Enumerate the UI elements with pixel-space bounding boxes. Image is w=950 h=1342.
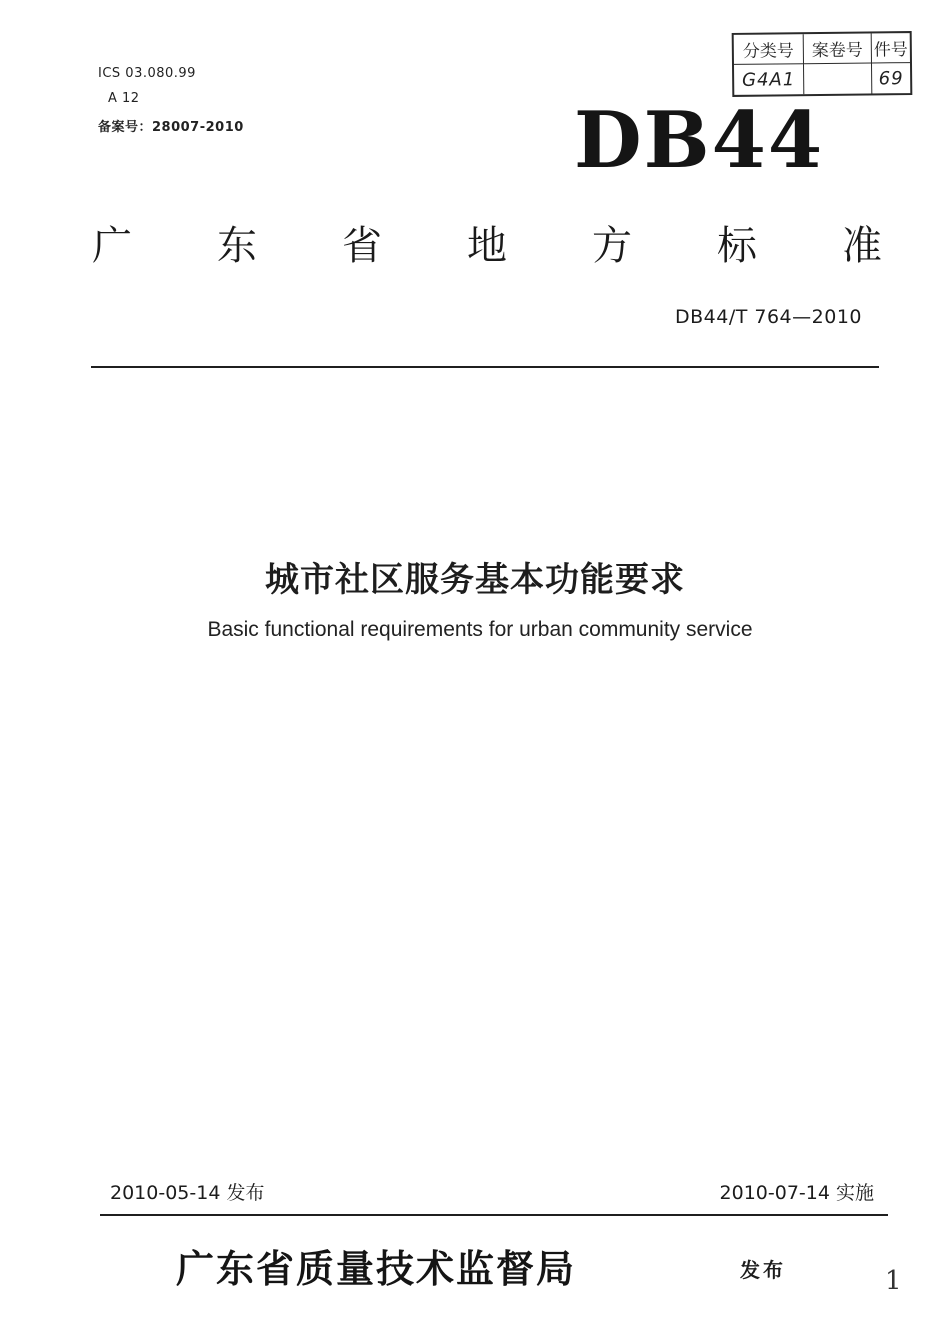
document-title-chinese: 城市社区服务基本功能要求 [265, 560, 685, 600]
stamp-header-category: 分类号 [734, 34, 804, 65]
stamp-header-volume: 案卷号 [804, 33, 872, 64]
standard-type-char: 广 [92, 223, 132, 269]
publisher-name: 广东省质量技术监督局 [176, 1246, 577, 1291]
implementation-date: 2010-07-14 实施 [719, 1182, 874, 1204]
page-number: 1 [885, 1266, 902, 1296]
standard-type-char: 方 [592, 223, 632, 269]
publish-label: 发布 [740, 1258, 786, 1282]
header-divider [91, 366, 879, 368]
standard-type-char: 标 [717, 223, 757, 269]
stamp-header-item: 件号 [872, 33, 910, 63]
stamp-value-volume [804, 63, 872, 94]
standard-type-char: 地 [467, 223, 507, 269]
standard-type-heading [92, 214, 882, 271]
standard-code: DB44 [574, 95, 825, 186]
standard-number: DB44/T 764—2010 [674, 306, 862, 328]
footer-divider [100, 1214, 888, 1216]
standard-type-char: 省 [342, 223, 382, 269]
standard-type-char: 准 [842, 223, 882, 269]
stamp-value-category: G4A1 [734, 64, 804, 95]
filing-stamp [732, 31, 913, 97]
document-title-english: Basic functional requirements for urban community service [207, 618, 753, 641]
release-date: 2010-05-14 发布 [110, 1182, 265, 1204]
record-number: 备案号：28007-2010 [98, 120, 244, 135]
ics-code: ICS 03.080.99 [98, 66, 196, 81]
stamp-value-item: 69 [878, 67, 904, 89]
standard-type-char: 东 [217, 223, 257, 269]
classification-code: A 12 [108, 91, 140, 106]
